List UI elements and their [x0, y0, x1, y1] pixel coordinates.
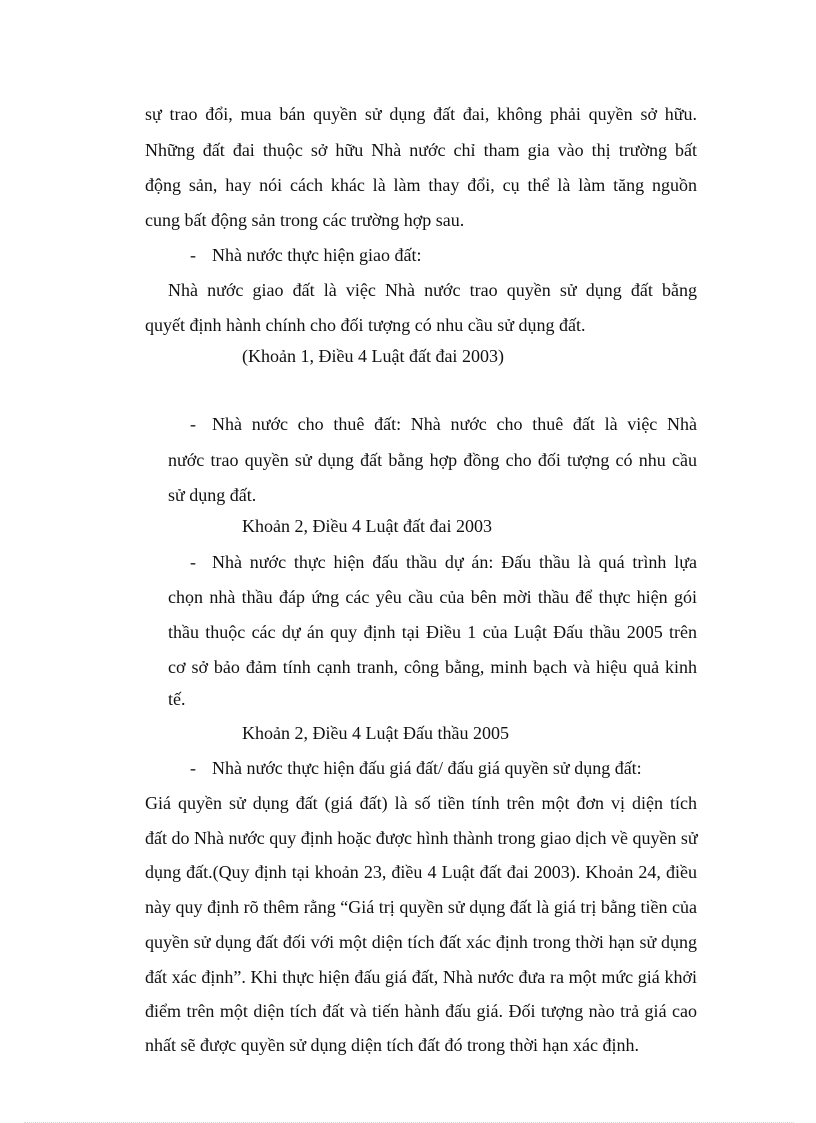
paragraph-line: sử dụng đất.: [168, 485, 257, 505]
bullet-text: Nhà nước thực hiện giao đất:: [212, 245, 422, 265]
paragraph-line: đất xác định”. Khi thực hiện đấu giá đất, Nhà nước đưa ra một mức giá khởi: [145, 967, 697, 987]
bullet-item: [190, 413, 697, 435]
paragraph-line: Nhà nước giao đất là việc Nhà nước trao quyền sử dụng đất bằng: [168, 280, 697, 300]
paragraph-line: động sản, hay nói cách khác là làm thay đổi, cụ thể là làm tăng nguồn: [145, 175, 697, 195]
legal-reference: Khoản 2, Điều 4 Luật Đấu thầu 2005: [242, 723, 509, 743]
paragraph-line: thầu thuộc các dự án quy định tại Điều 1 của Luật Đấu thầu 2005 trên: [168, 622, 697, 642]
bullet-dash: -: [190, 758, 196, 778]
paragraph-line: Giá quyền sử dụng đất (giá đất) là số tiền tính trên một đơn vị diện tích: [145, 793, 697, 813]
bullet-item: [190, 757, 642, 779]
paragraph-line: sự trao đổi, mua bán quyền sử dụng đất đai, không phải quyền sở hữu.: [145, 104, 697, 124]
paragraph-line: đất do Nhà nước quy định hoặc được hình thành trong giao dịch về quyền sử: [145, 828, 698, 848]
paragraph-line: nước trao quyền sử dụng đất bằng hợp đồng cho đối tượng có nhu cầu: [168, 450, 697, 470]
bullet-dash: -: [190, 414, 196, 434]
legal-reference: Khoản 2, Điều 4 Luật đất đai 2003: [242, 516, 492, 536]
bullet-item: [190, 244, 421, 266]
bullet-dash: -: [190, 552, 196, 572]
bullet-text: Nhà nước thực hiện đấu thầu dự án: Đấu thầu là quá trình lựa: [212, 552, 697, 572]
bullet-dash: -: [190, 245, 196, 265]
paragraph-line: Những đất đai thuộc sở hữu Nhà nước chỉ tham gia vào thị trường bất: [145, 140, 697, 160]
paragraph-line: này quy định rõ thêm rằng “Giá trị quyền sử dụng đất là giá trị bằng tiền của: [145, 897, 697, 917]
paragraph-line: cơ sở bảo đảm tính cạnh tranh, công bằng, minh bạch và hiệu quả kinh: [168, 657, 697, 677]
paragraph-line: tế.: [168, 689, 186, 709]
paragraph-line: quyết định hành chính cho đối tượng có nhu cầu sử dụng đất.: [145, 315, 586, 335]
paragraph-line: cung bất động sản trong các trường hợp sau.: [145, 210, 465, 230]
paragraph-line: nhất sẽ được quyền sử dụng diện tích đất đó trong thời hạn xác định.: [145, 1035, 639, 1055]
bullet-text: Nhà nước thực hiện đấu giá đất/ đấu giá quyền sử dụng đất:: [212, 758, 642, 778]
paragraph-line: quyền sử dụng đất đối với một diện tích đất xác định trong thời hạn sử dụng: [145, 932, 697, 952]
paragraph-line: chọn nhà thầu đáp ứng các yêu cầu của bên mời thầu để thực hiện gói: [168, 587, 697, 607]
paragraph-line: dụng đất.(Quy định tại khoản 23, điều 4 Luật đất đai 2003). Khoản 24, điều: [145, 862, 697, 882]
bullet-text: Nhà nước cho thuê đất: Nhà nước cho thuê đất là việc Nhà: [212, 414, 697, 434]
legal-reference: (Khoản 1, Điều 4 Luật đất đai 2003): [242, 346, 504, 366]
bullet-item: [190, 551, 697, 573]
paragraph-line: điểm trên một diện tích đất và tiến hành đấu giá. Đối tượng nào trả giá cao: [145, 1001, 697, 1021]
